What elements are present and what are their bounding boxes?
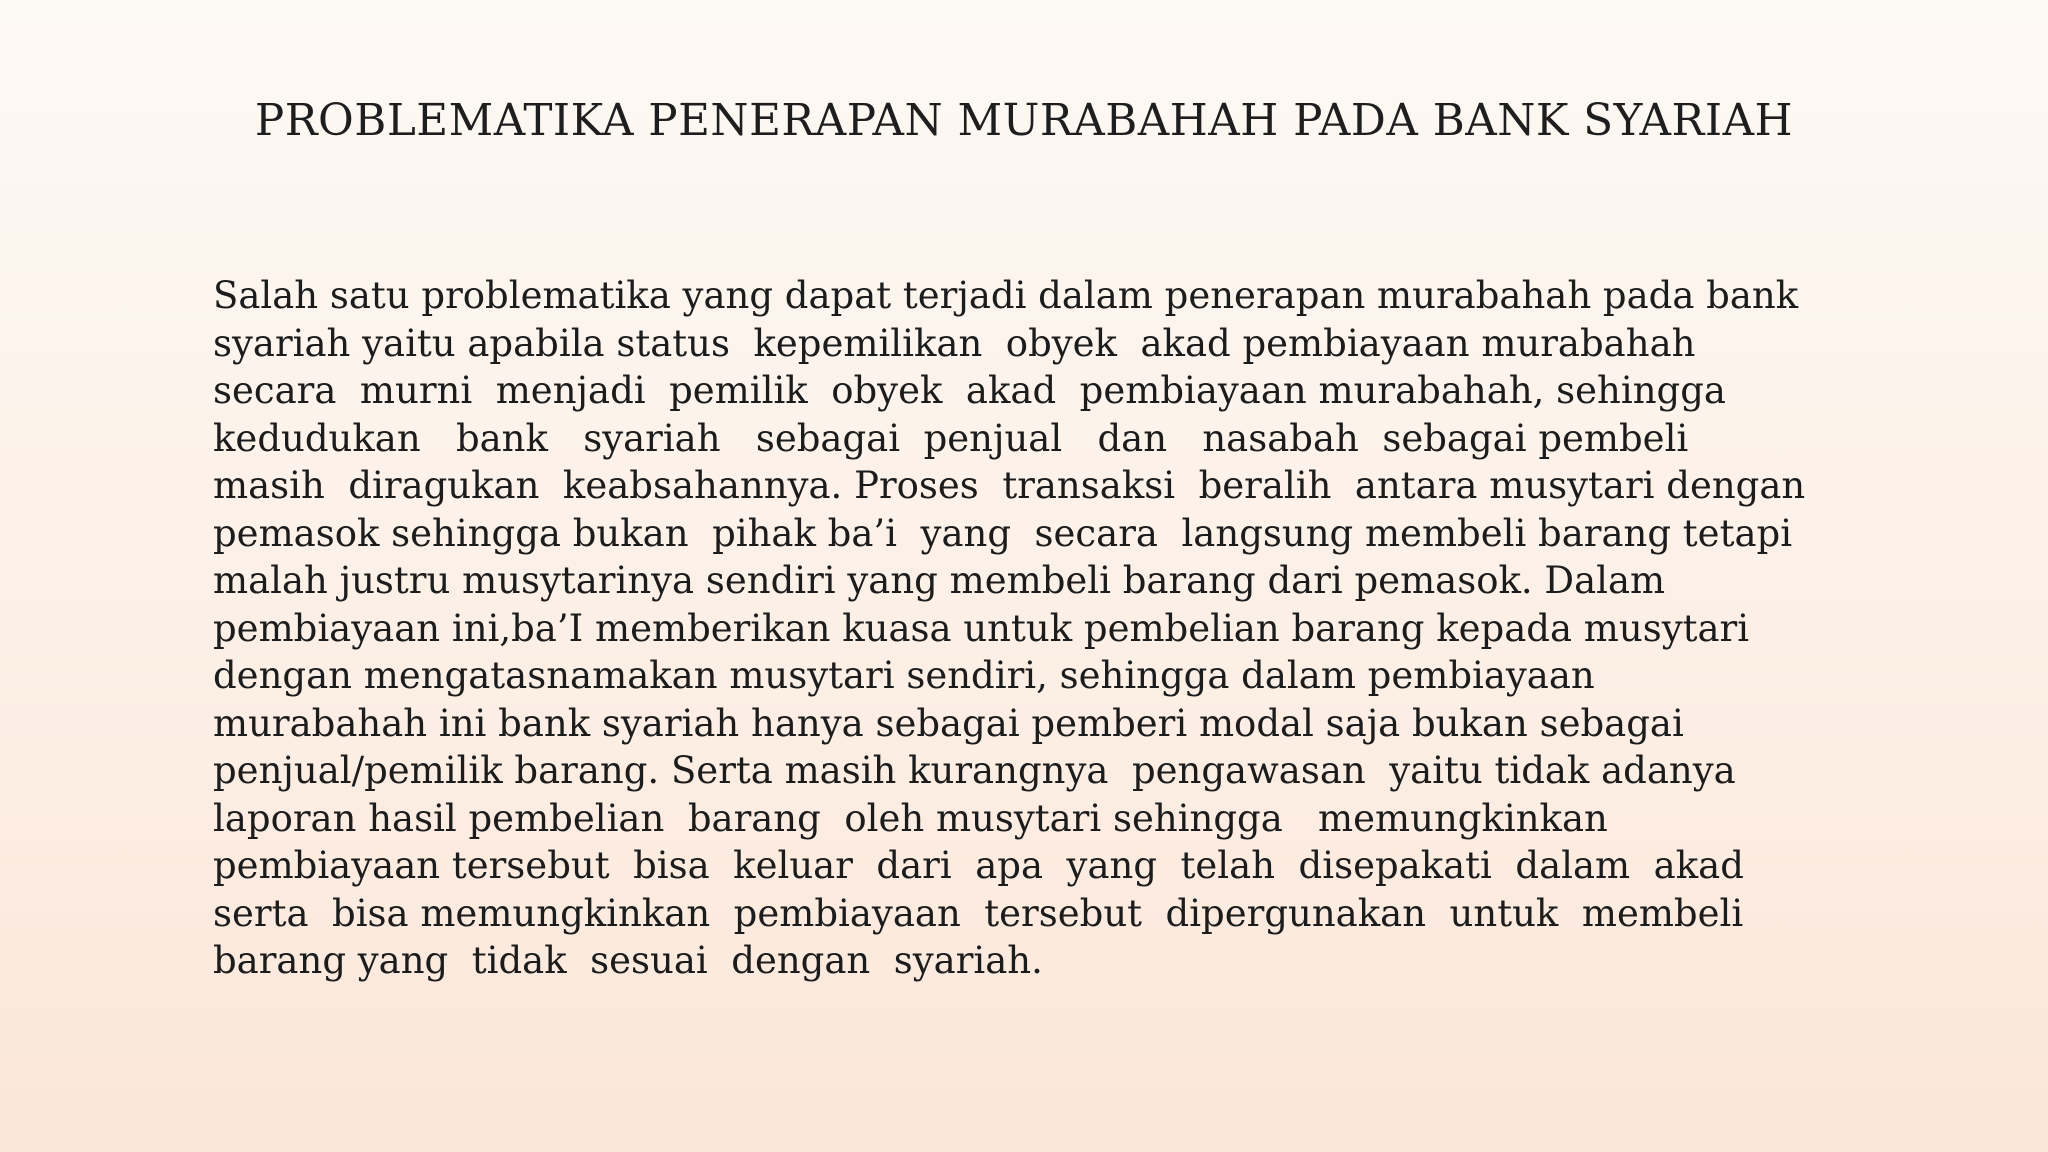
paragraph-line: murabahah ini bank syariah hanya sebagai pemberi modal saja bukan sebagai — [213, 701, 1684, 745]
paragraph-line: pembiayaan tersebut bisa keluar dari apa yang telah disepakati dalam akad — [213, 844, 1744, 887]
paragraph-line: kedudukan bank syariah sebagai penjual dan nasabah sebagai pembeli — [213, 416, 1689, 460]
body-paragraph — [213, 272, 1893, 985]
paragraph-line: Salah satu problematika yang dapat terjadi dalam penerapan murabahah pada bank — [213, 274, 1799, 317]
paragraph-line: pemasok sehingga bukan pihak ba’i yang secara langsung membeli barang tetapi — [213, 511, 1793, 555]
paragraph-line: secara murni menjadi pemilik obyek akad pembiayaan murabahah, sehingga — [213, 369, 1726, 412]
slide-title: PROBLEMATIKA PENERAPAN MURABAHAH PADA BANK SYARIAH — [254, 96, 1794, 146]
paragraph-line: masih diragukan keabsahannya. Proses transaksi beralih antara musytari dengan — [213, 464, 1806, 507]
paragraph-line: barang yang tidak sesuai dengan syariah. — [213, 939, 1043, 982]
paragraph-line: laporan hasil pembelian barang oleh musytari sehingga memungkinkan — [213, 796, 1608, 840]
paragraph-line: dengan mengatasnamakan musytari sendiri, sehingga dalam pembiayaan — [213, 654, 1595, 697]
paragraph-line: malah justru musytarinya sendiri yang membeli barang dari pemasok. Dalam — [213, 559, 1666, 602]
paragraph-line: serta bisa memungkinkan pembiayaan tersebut dipergunakan untuk membeli — [213, 891, 1744, 935]
paragraph-line: penjual/pemilik barang. Serta masih kurangnya pengawasan yaitu tidak adanya — [213, 749, 1736, 792]
paragraph-line: pembiayaan ini,ba’I memberikan kuasa untuk pembelian barang kepada musytari — [213, 606, 1750, 650]
paragraph-line: syariah yaitu apabila status kepemilikan obyek akad pembiayaan murabahah — [213, 321, 1696, 365]
